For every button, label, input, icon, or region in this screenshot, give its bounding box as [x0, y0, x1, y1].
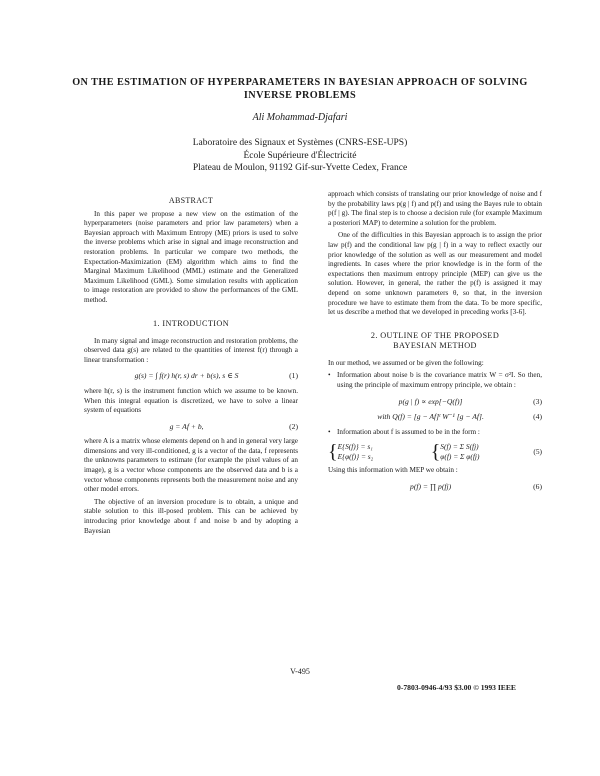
affiliation — [0, 137, 600, 175]
bullet-noise-information: • Information about noise b is the covariance matrix W = σ²I. So then, using the principle of maximum entropy principle, we obtain : — [328, 371, 542, 390]
section-2-paragraph-2: Using this information with MEP we obtain : — [328, 466, 458, 475]
intro-paragraph-4: The objective of an inversion procedure is to obtain, a unique and stable solution to this ill-posed problem. This can be achieved by introducing prior knowledge about f and noise b and by adopting a Bayesian — [84, 497, 298, 535]
equation-5-left-line-1: E{S(f)} = s₁ — [337, 442, 373, 452]
equation-5 — [328, 442, 542, 461]
affiliation-school: École Supérieure d'Électricité — [243, 150, 357, 161]
equation-4 — [328, 412, 542, 422]
page-number: V-495 — [290, 667, 310, 676]
bullet-prior-information: • Information about f is assumed to be in the form : — [328, 428, 542, 438]
equation-5-number: (5) — [533, 447, 542, 457]
equation-5-right-line-2: φ(f) = Σ φ(fj) — [440, 451, 480, 461]
section-2-heading-line-2: BAYESIAN METHOD — [393, 340, 477, 350]
equation-3 — [328, 397, 542, 407]
equation-1-body: g(s) = ∫ f(r) h(r, s) dr + b(s), s ∈ S — [134, 371, 239, 381]
intro-continued-1: approach which consists of translating our prior knowledge of noise and f by the probability laws p(g | f) and p(f) and using the Bayes rule to obtain p(f | g). The final step is to choose a decision rule (for example Maximum a posteriori MAP) to determine a solution for the problem. — [328, 190, 542, 227]
equation-2-body: g = Af + b, — [169, 421, 204, 431]
equation-2 — [84, 422, 298, 432]
left-brace-icon: { — [430, 440, 441, 463]
author-name: Ali Mohammad-Djafari — [252, 112, 348, 123]
equation-6-number: (6) — [533, 482, 542, 492]
intro-paragraph-3: where A is a matrix whose elements depend on h and in general very large dimensions and very ill-conditioned, g is a vector of the data, f represents the unknowns parameters to estimate (for example the pixel values of an image), g is a vector whose components are the observed data and b is a vector whose components represents both the measurement noise and any other model errors. — [84, 437, 298, 494]
section-1-heading: 1. INTRODUCTION — [152, 318, 230, 328]
abstract-text: In this paper we propose a new view on the estimation of the hyperparameters (noise parameters and prior law parameters) when a Bayesian approach with Maximum Entropy (ME) priors is used to solve the inverse problems which arise in signal and image reconstruction and restoration problems. In particular we compare two methods, the Expectation-Maximization (EM) algorithm which aims to find the Marginal Maximum Likelihood (MML) estimate and the Generalized Maximum Likelihood (GML). Some simulation results with application to image restoration are provided to show the performances of the GML method. — [84, 209, 298, 304]
isbn-copyright: 0-7803-0946-4/93 $3.00 © 1993 IEEE — [397, 683, 516, 692]
equation-5-right — [440, 442, 533, 461]
section-2-heading-line-1: 2. OUTLINE OF THE PROPOSED — [370, 330, 500, 340]
section-2-paragraph-1: In our method, we assumed or be given the following: — [328, 358, 484, 367]
section-2-heading — [328, 331, 542, 351]
equation-3-body: p(g | f) ∝ exp[−Q(f)] — [398, 396, 463, 406]
equation-1-number: (1) — [289, 371, 298, 381]
paper-title: ON THE ESTIMATION OF HYPERPARAMETERS IN BAYESIAN APPROACH OF SOLVING INVERSE PROBLEMS — [72, 77, 528, 101]
equation-4-number: (4) — [533, 412, 542, 422]
intro-paragraph-2: where h(r, s) is the instrument function which we assume to be known. When this integral equation is discretized, we have to solve a linear system of equations — [84, 386, 298, 415]
left-column — [84, 196, 298, 539]
affiliation-lab: Laboratoire des Signaux et Systèmes (CNRS-ESE-UPS) — [192, 138, 408, 148]
equation-3-number: (3) — [533, 396, 542, 406]
right-column — [328, 190, 542, 498]
intro-paragraph-1: In many signal and image reconstruction and restoration problems, the observed data g(s) are related to the quantities of interest f(r) through a linear transformation : — [84, 336, 298, 364]
equation-6 — [328, 482, 542, 492]
equation-2-number: (2) — [289, 421, 298, 431]
left-brace-icon: { — [328, 440, 338, 463]
abstract-heading: ABSTRACT — [168, 196, 214, 205]
equation-4-body: with Q(f) = [g − Af]ᵗ W⁻¹ [g − Af]. — [377, 412, 484, 422]
affiliation-address: Plateau de Moulon, 91192 Gif-sur-Yvette Cedex, France — [192, 163, 408, 173]
equation-5-right-line-1: S(f) = Σ S(fj) — [440, 442, 479, 452]
intro-continued-2: One of the difficulties in this Bayesian approach is to assign the prior law p(f) and the conditional law p(g | f) in a way to reflect exactly our prior knowledge of the solution as well as our measurement and model ingredients. In cases where the prior knowledge is in the form of the expectations then maximum entropy principle (MEP) can give us the solution. However, in general, the rather the p(f) is assigned it may depend on some unknown parameters θ, so that, in the inversion procedure we have to estimate them from the data. To be more specific, let us describe a method that we developed in preceding works [3-6]. — [328, 231, 542, 317]
equation-5-left-line-2: E{φ(f)} = s₂ — [337, 451, 374, 461]
equation-6-body: p(f) = ∏ p(fj) — [410, 482, 452, 492]
equation-1 — [84, 371, 298, 381]
equation-5-left — [338, 442, 431, 461]
